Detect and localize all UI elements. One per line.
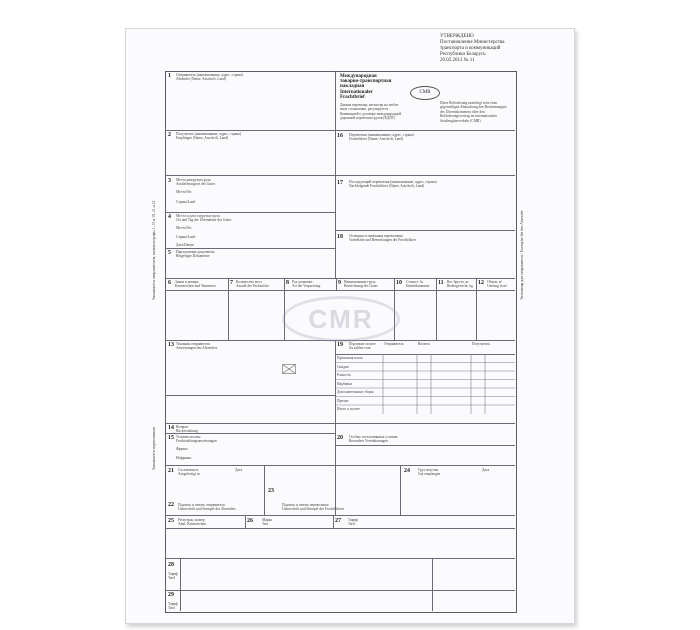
- box-28-number: 28: [168, 562, 174, 568]
- header-note-de: Diese Beförderung unterliegt trotz einer gegenteiligen Abmachung den Bestimmungen des Übereinkommens über den Beförderungsvertrag im internationalen Straßengüterverkehr (CMR): [440, 101, 507, 123]
- rule: [335, 230, 515, 231]
- rule: [228, 278, 229, 340]
- box-23-label-de: Unterschrift und Stempel des Frachtführers: [282, 507, 345, 511]
- box-9-label-de: Bezeichnung des Gutes: [344, 284, 378, 288]
- rule: [335, 71, 336, 278]
- box-19-number: 19: [337, 342, 343, 348]
- box-16-label-de: Frachtführer (Name, Anschrift, Land): [349, 137, 404, 141]
- rule: [165, 423, 515, 424]
- rule: [264, 465, 265, 515]
- charges-head-receiver: Получатель: [472, 342, 490, 346]
- approval-line-1: УТВЕРЖДЕНО: [440, 34, 474, 39]
- doc-title-ru-3: накладная: [340, 84, 365, 89]
- box-26-label-de: Тип: [262, 522, 268, 526]
- box-25-label-de: Amtl. Kennzeichen: [178, 522, 206, 526]
- rule: [165, 395, 335, 396]
- doc-title-de-2: Frachtbrief: [340, 95, 365, 100]
- box-17-number: 17: [337, 180, 343, 186]
- box-8-number: 8: [286, 280, 289, 286]
- charges-grid: [335, 354, 515, 414]
- charges-row-3: Разность: [337, 373, 351, 377]
- crossed-box-icon: [282, 364, 296, 374]
- box-18-number: 18: [337, 234, 343, 240]
- box-11-label-ru: Вес брутто, кг: [447, 280, 469, 284]
- box-26-label-ru: Марка: [262, 518, 272, 522]
- box-12-number: 12: [478, 280, 484, 286]
- box-15-prepaid: Франко: [176, 447, 188, 451]
- cmr-badge: CMR: [410, 86, 440, 100]
- box-9-number: 9: [338, 280, 341, 286]
- rule: [165, 175, 515, 176]
- box-4-label-de: Ort und Tag der Übernahme des Gutes: [176, 218, 232, 222]
- header-note-ru: Данная перевозка, несмотря на любое иное соглашение, регулируется Конвенцией о договоре международной дорожной перевозки грузов (КДПГ): [340, 103, 402, 121]
- cmr-watermark: CMR: [282, 296, 400, 342]
- box-21-number: 21: [168, 468, 174, 474]
- box-1-number: 1: [168, 73, 171, 79]
- rule: [335, 445, 515, 446]
- box-20-label-ru: Особые согласованные условия: [349, 435, 398, 439]
- box-10-label-ru: Статист. №: [406, 280, 424, 284]
- box-21-date: Дата: [235, 468, 243, 472]
- box-19-label-ru: Подлежит оплате: [349, 342, 376, 346]
- box-29-tariff: Тариф: [168, 602, 178, 606]
- charges-head-currency: Валюта: [418, 342, 430, 346]
- charges-row-2: Скидки: [337, 365, 349, 369]
- box-4-date: Дата/Datum: [176, 243, 194, 247]
- box-25-label-ru: Регистрац. номер: [178, 518, 205, 522]
- box-25-number: 25: [168, 518, 174, 524]
- side-text-left-1: Заполняется отправителем, включая графы 1–15 и 19, 21 и 22: [152, 200, 156, 300]
- rule: [476, 278, 477, 340]
- side-text-right: Экземпляр для отправителя / Exemplar für den Absender: [520, 210, 524, 300]
- box-15-label-ru: Условия оплаты: [176, 435, 201, 439]
- rule: [165, 290, 515, 291]
- approval-line-3: транспорта и коммуникаций: [440, 46, 501, 51]
- box-1-label-de: Absender (Name, Anschrift, Land): [176, 77, 226, 81]
- box-3-country: Страна/Land: [176, 200, 196, 204]
- rule: [165, 212, 335, 213]
- box-7-label-de: Anzahl der Packstücke: [236, 284, 269, 288]
- box-21-label-de: Ausgefertigt in: [178, 472, 200, 476]
- box-4-place: Место/Ort: [176, 226, 192, 230]
- charges-row-1: Провозная плата: [337, 356, 363, 360]
- box-28-tariff-de: Tarif: [168, 576, 175, 580]
- box-17-label-de: Nachfolgende Frachtführer (Name, Anschrift, Land): [349, 184, 425, 188]
- rule: [165, 558, 515, 559]
- approval-line-2: Постановление Министерства: [440, 40, 505, 45]
- box-22-number: 22: [168, 502, 174, 508]
- box-26-number: 26: [247, 518, 253, 524]
- box-5-label-de: Beigefügte Dokumente: [176, 254, 210, 258]
- box-27-label-ru: Тариф: [348, 518, 358, 522]
- rule: [165, 590, 515, 591]
- box-6-number: 6: [168, 280, 171, 286]
- box-6-label-de: Kennzeichen und Nummern: [175, 284, 216, 288]
- rule: [245, 515, 246, 528]
- approval-line-5: 20.02.2012 № 11: [440, 58, 475, 63]
- box-14-label-ru: Возврат: [176, 425, 189, 429]
- rule: [432, 558, 433, 611]
- box-24-number: 24: [404, 468, 410, 474]
- box-2-label-de: Empfänger (Name, Anschrift, Land): [176, 136, 229, 140]
- box-8-label-ru: Род упаковки: [292, 280, 313, 284]
- box-16-number: 16: [337, 133, 343, 139]
- box-7-label-ru: Количество мест: [236, 280, 262, 284]
- rule: [333, 515, 334, 528]
- box-27-number: 27: [335, 518, 341, 524]
- box-18-label-de: Vorbehalte und Bemerkungen der Frachtführer: [349, 238, 417, 242]
- charges-head-sender: Отправитель: [384, 342, 404, 346]
- box-1-label-ru: Отправитель (наименование, адрес, страна): [176, 73, 243, 77]
- rule: [335, 130, 515, 131]
- rule: [165, 528, 515, 529]
- box-2-label-ru: Получатель (наименование, адрес, страна): [176, 132, 242, 136]
- box-20-label-de: Besondere Vereinbarungen: [349, 439, 388, 443]
- box-4-label-ru: Место и дата погрузки груза: [176, 214, 220, 218]
- box-9-label-ru: Наименование груза: [344, 280, 376, 284]
- box-12-label-de: Umfang in m³: [487, 284, 508, 288]
- box-4-country: Страна/Land: [176, 235, 196, 239]
- box-29-tariff-de: Tarif: [168, 606, 175, 610]
- box-13-number: 13: [168, 342, 174, 348]
- box-2-number: 2: [168, 132, 171, 138]
- box-5-label-ru: Прилагаемые документы: [176, 250, 215, 254]
- box-14-number: 14: [168, 425, 174, 431]
- approval-stamp: [440, 34, 550, 64]
- box-17-label-ru: Последующий перевозчик (наименование, адрес, страна): [349, 180, 437, 184]
- rule: [436, 278, 437, 340]
- box-24-label-ru: Груз получен: [418, 468, 439, 472]
- box-18-label-ru: Оговорки и замечания перевозчика: [349, 234, 403, 238]
- box-3-label-de: Auslieferungsort des Gutes: [176, 182, 216, 186]
- box-27-label-de: Tarif: [348, 522, 355, 526]
- box-10-number: 10: [396, 280, 402, 286]
- box-14-label-de: Rückerstattung: [176, 429, 198, 433]
- rule: [165, 465, 515, 466]
- rule: [165, 248, 335, 249]
- approval-line-4: Республики Беларусь: [440, 52, 486, 57]
- box-19-label-de: Zu zahlen vom: [349, 346, 371, 350]
- box-3-label-ru: Место разгрузки груза: [176, 178, 211, 182]
- box-6-label-ru: Знаки и номера: [175, 280, 199, 284]
- box-13-label-de: Anweisungen des Absenders: [176, 346, 218, 350]
- box-8-label-de: Art der Verpackung: [292, 284, 321, 288]
- box-29-number: 29: [168, 592, 174, 598]
- box-24-label-de: Gut empfangen: [418, 472, 441, 476]
- rule: [400, 465, 401, 515]
- rule: [336, 278, 337, 290]
- doc-title-ru-1: Международная: [340, 74, 377, 79]
- doc-title-de-1: Internationaler: [340, 90, 373, 95]
- box-3-place: Место/Ort: [176, 190, 192, 194]
- box-10-label-de: Statistiknummer: [406, 284, 430, 288]
- box-7-number: 7: [230, 280, 233, 286]
- box-24-date: Дата: [482, 468, 490, 472]
- side-text-left-2: Заполняется перевозчиком: [152, 426, 156, 470]
- charges-row-4: Надбавки: [337, 382, 352, 386]
- rule: [284, 278, 285, 340]
- box-23-number: 23: [268, 488, 274, 494]
- charges-row-5: Дополнительные сборы: [337, 390, 374, 394]
- box-3-number: 3: [168, 178, 171, 184]
- box-5-number: 5: [168, 250, 171, 256]
- box-20-number: 20: [337, 435, 343, 441]
- box-22-label-de: Unterschrift und Stempel des Absenders: [178, 507, 236, 511]
- charges-row-6: Прочие: [337, 399, 349, 403]
- box-12-label-ru: Объем, м³: [487, 280, 503, 284]
- box-22-label-ru: Подпись и печать отправителя: [178, 503, 225, 507]
- box-11-number: 11: [438, 280, 444, 286]
- box-4-number: 4: [168, 214, 171, 220]
- box-16-label-ru: Перевозчик (наименование, адрес, страна): [349, 133, 415, 137]
- box-13-label-ru: Указания отправителя: [176, 342, 210, 346]
- rule: [165, 278, 515, 279]
- rule: [180, 558, 181, 611]
- charges-row-7: Итого к уплате: [337, 407, 360, 411]
- box-11-label-de: Bruttogewicht, kg: [447, 284, 473, 288]
- box-15-label-de: Frachtzahlungsanweisungen: [176, 439, 217, 443]
- doc-title-ru-2: товарно-транспортная: [340, 79, 392, 84]
- box-15-number: 15: [168, 435, 174, 441]
- box-21-label-ru: Составлена в: [178, 468, 199, 472]
- box-28-tariff: Тариф: [168, 572, 178, 576]
- rule: [165, 515, 515, 516]
- rule: [165, 130, 335, 131]
- box-15-unpaid: Нефранко: [176, 456, 192, 460]
- box-23-label-ru: Подпись и печать перевозчика: [282, 503, 329, 507]
